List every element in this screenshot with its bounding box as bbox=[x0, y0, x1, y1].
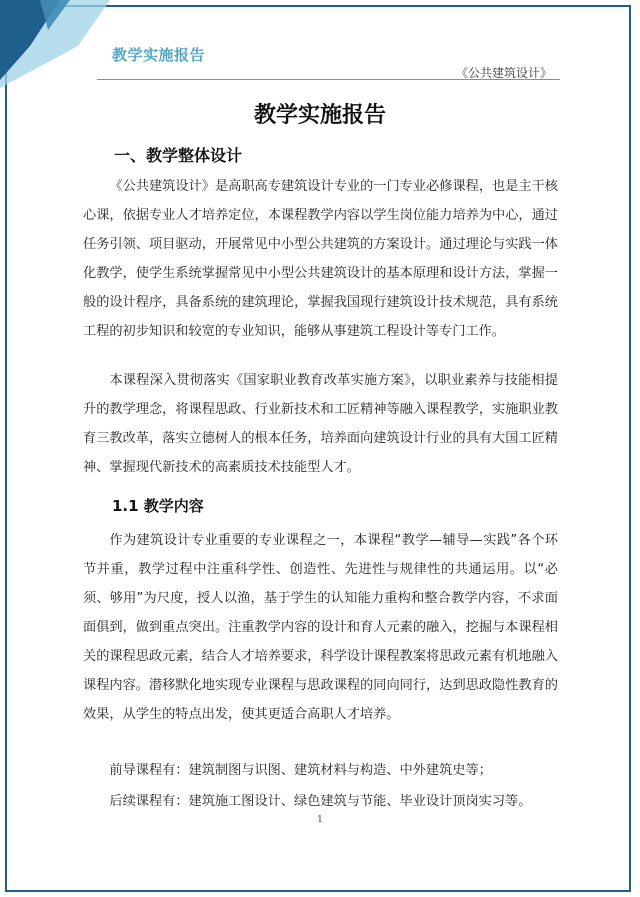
paragraph: 后续课程有：建筑施工图设计、绿色建筑与节能、毕业设计顶岗实习等。 bbox=[109, 794, 532, 809]
subsection-heading: 1.1 教学内容 bbox=[112, 497, 204, 515]
document-title: 教学实施报告 bbox=[253, 103, 386, 128]
paragraph: 《公共建筑设计》是高职高专建筑设计专业的一门专业必修课程，也是主干核心课，依据专业人才培养定位，本课程教学内容以学生岗位能力培养为中心，通过任务引领、项目驱动，开展常见中小型公共建筑的方案设计。通过理论与实践一体化教学，使学生系统掌握常见中小型公共建筑设计的基本原理和设计方法，掌握一般的设计程序，具备系统的建筑理论，掌握我国现行建筑设计技术规范，具有系统工程的初步知识和较宽的专业知识，能够从事建筑工程设计等专门工作。 bbox=[83, 179, 558, 339]
paragraph: 前导课程有：建筑制图与识图、建筑材料与构造、中外建筑史等； bbox=[109, 763, 492, 778]
section-heading: 一、教学整体设计 bbox=[114, 146, 243, 165]
header-divider bbox=[97, 79, 560, 80]
header-course-reference: 《公共建筑设计》 bbox=[455, 66, 552, 80]
paragraph: 本课程深入贯彻落实《国家职业教育改革实施方案》，以职业素养与技能相提升的教学理念，将课程思政、行业新技术和工匠精神等融入课程教学，实施职业教育三教改革，落实立德树人的根本任务，培养面向建筑设计行业的具有大国工匠精神、掌握现代新技术的高素质技术技能型人才。 bbox=[83, 373, 558, 475]
page-number: 1 bbox=[317, 815, 323, 825]
header-title: 教学实施报告 bbox=[112, 46, 206, 64]
corner-decoration bbox=[0, 0, 120, 90]
paragraph: 作为建筑设计专业重要的专业课程之一，本课程“教学—辅导—实践”各个环节并重，教学过程中注重科学性、创造性、先进性与规律性的共通运用。以“必须、够用”为尺度，授人以渔，基于学生的认知能力重构和整合教学内容，不求面面俱到，做到重点突出。注重教学内容的设计和育人元素的融入，挖掘与本课程相关的课程思政元素，结合人才培养要求，科学设计课程教案将思政元素有机地融入课程内容。潜移默化地实现专业课程与思政课程的同向同行，达到思政隐性教育的效果，从学生的特点出发，使其更适合高职人才培养。 bbox=[83, 533, 558, 722]
